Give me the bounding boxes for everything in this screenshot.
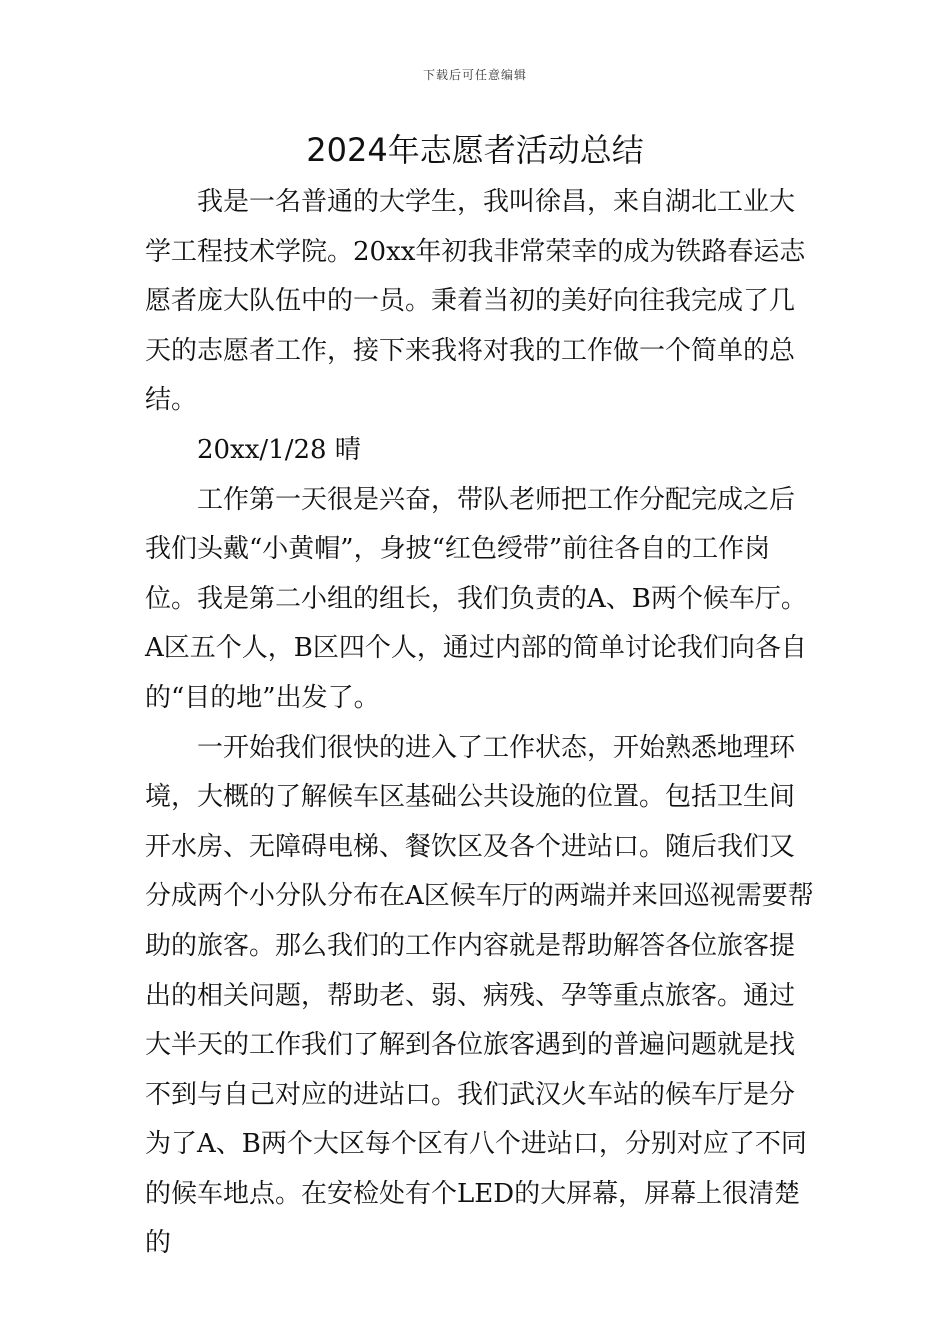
paragraph-work-details: 一开始我们很快的进入了工作状态，开始熟悉地理环境，大概的了解候车区基础公共设施的位置。包括卫生间开水房、无障碍电梯、餐饮区及各个进站口。随后我们又分成两个小分队分布在A区候车厅的两端并来回巡视需要帮助的旅客。那么我们的工作内容就是帮助解答各位旅客提出的相关问题，帮助老、弱、病残、孕等重点旅客。通过大半天的工作我们了解到各位旅客遇到的普遍问题就是找不到与自己对应的进站口。我们武汉火车站的候车厅是分为了A、B两个大区每个区有八个进站口，分别对应了不同的候车地点。在安检处有个LED的大屏幕，屏幕上很清楚的 bbox=[145, 732, 814, 1259]
paragraph-intro: 我是一名普通的大学生，我叫徐昌，来自湖北工业大学工程技术学院。20xx年初我非常荣幸的成为铁路春运志愿者庞大队伍中的一员。秉着当初的美好向往我完成了几天的志愿者工作，接下来我将对我的工作做一个简单的总结。 bbox=[145, 187, 806, 416]
paragraph-date: 20xx/1/28 晴 bbox=[197, 434, 361, 465]
header-note: 下载后可任意编辑 bbox=[422, 68, 527, 82]
paragraph-first-day: 工作第一天很是兴奋，带队老师把工作分配完成之后我们头戴“小黄帽”，身披“红色绶带”前往各自的工作岗位。我是第二小组的组长，我们负责的A、B两个候车厅。A区五个人，B区四个人，通过内部的简单讨论我们向各自的“目的地”出发了。 bbox=[145, 484, 807, 713]
document-title: 2024年志愿者活动总结 bbox=[306, 131, 644, 169]
document-body bbox=[145, 178, 815, 1269]
